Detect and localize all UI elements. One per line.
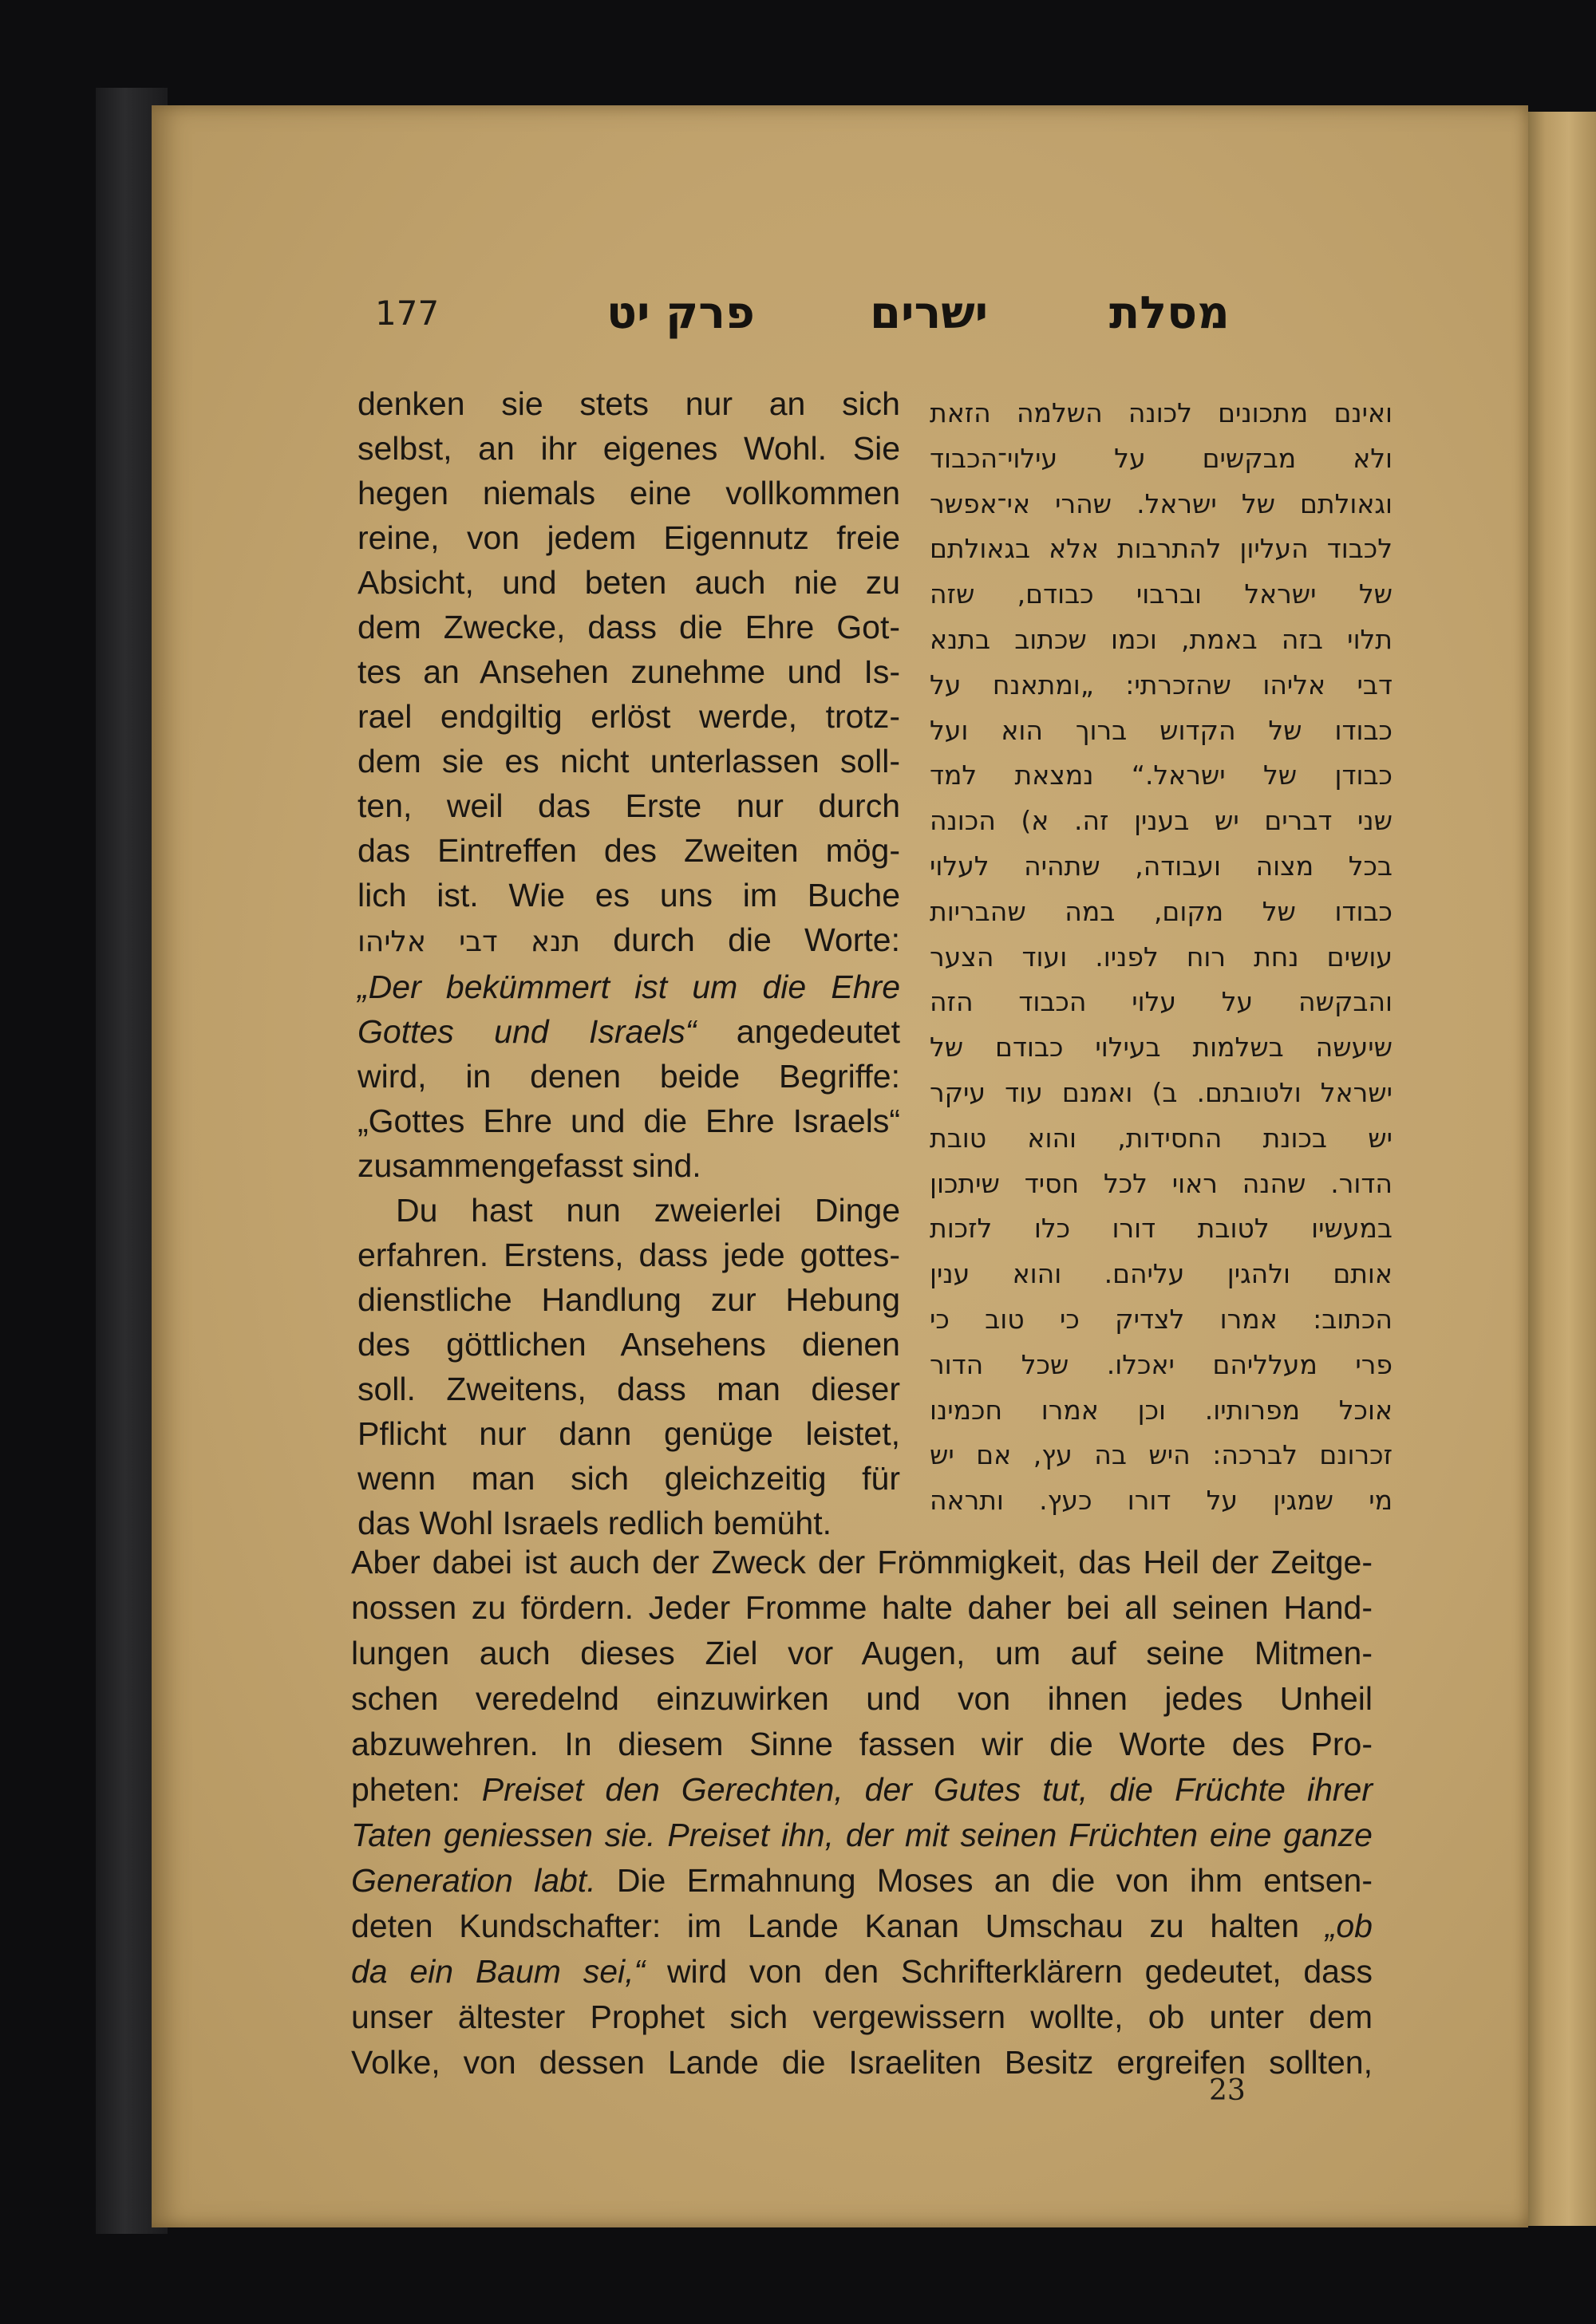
german-line: denken sie stets nur an sich: [358, 385, 900, 422]
full-text: deten Kundschafter: im Lande Kanan Umschau zu halten: [351, 1908, 1300, 1944]
german-line: dem sie es nicht unterlassen soll-: [358, 743, 900, 779]
next-page-edge: [1528, 112, 1596, 2226]
german-line: ten, weil das Erste nur durch: [358, 787, 900, 824]
hebrew-line: והבקשה על עלוי הכבוד הזה: [930, 986, 1393, 1018]
hebrew-line: הדור. שהנה ראוי לכל חסיד שיתכון: [930, 1167, 1393, 1199]
german-line: erfahren. Erstens, dass jede gottes-: [358, 1237, 900, 1273]
german-paragraph-start: Du hast nun zweierlei Dinge: [396, 1192, 900, 1229]
hebrew-line: פרי מעלליהם יאכלו. שכל הדור: [930, 1348, 1393, 1380]
hebrew-line: כבודו של מקום, במה שהבריות: [930, 895, 1393, 927]
hebrew-line: יש בכונת החסידות, והוא טובת: [930, 1122, 1393, 1154]
german-line-with-hebrew-source: [358, 917, 900, 965]
prophet-quote: Preiset den Gerechten, der Gutes tut, die Früchte ihrer: [481, 1771, 1373, 1808]
german-quote-italic: Gottes und Israels“: [358, 1013, 697, 1050]
german-text: durch die Worte:: [613, 921, 900, 958]
full-line: schen veredelnd einzuwirken und von ihnen jedes Unheil: [351, 1680, 1373, 1717]
german-line: lich ist. Wie es uns im Buche: [358, 877, 900, 913]
hebrew-line: דבי אליהו שהזכרתי: „ומתאנח על: [930, 669, 1393, 700]
page-header: [351, 287, 1293, 351]
hebrew-line: שני דברים יש בענין זה. א) הכונה: [930, 805, 1393, 837]
hebrew-line: ישראל ולטובתם. ב) ואמנם עוד עיקר: [930, 1076, 1393, 1108]
page-number: 177: [375, 294, 440, 333]
hebrew-line: כבודו של הקדוש ברוך הוא ועל: [930, 714, 1393, 746]
header-title-word-1: מסלת: [1109, 287, 1230, 339]
hebrew-line: תלוי בזה באמת, וכמו שכתוב בתנא: [930, 623, 1393, 655]
german-text: angedeutet: [736, 1013, 900, 1050]
full-text: wird von den Schrifterklärern gedeutet, dass: [666, 1953, 1373, 1990]
signature-mark: 23: [1209, 2074, 1246, 2107]
moses-quote-start: „ob: [1325, 1908, 1373, 1944]
full-width-paragraph: [351, 1540, 1373, 2085]
hebrew-line: שיעשה בשלמות בעילוי כבודם של: [930, 1032, 1393, 1063]
german-line: dem Zwecke, dass die Ehre Got-: [358, 609, 900, 645]
hebrew-line: מי שמגין על דורו כעץ. ותראה: [930, 1485, 1393, 1517]
moses-quote-end: da ein Baum sei,“: [351, 1953, 646, 1990]
german-line: reine, von jedem Eigennutz freie: [358, 519, 900, 556]
hebrew-line: אותם ולהגין עליהם. והוא ענין: [930, 1258, 1393, 1290]
hebrew-line: אוכל מפרותיו. וכן אמרו חכמינו: [930, 1394, 1393, 1426]
german-line: zusammengefasst sind.: [358, 1147, 701, 1184]
german-quote-line: „Der bekümmert ist um die Ehre: [358, 969, 900, 1005]
german-line: wird, in denen beide Begriffe:: [358, 1058, 900, 1095]
full-line: Volke, von dessen Lande die Israeliten Besitz ergreifen sollten,: [351, 2044, 1373, 2081]
hebrew-line: זכרונם לברכה: היש בה עץ, אם יש: [930, 1439, 1393, 1471]
hebrew-line: וגאולתם של ישראל. שהרי אי־אפשר: [930, 487, 1393, 519]
german-line: dienstliche Handlung zur Hebung: [358, 1281, 900, 1318]
header-title-word-2: ישרים: [870, 287, 989, 339]
header-chapter: פרק יט: [606, 287, 755, 339]
full-line: lungen auch dieses Ziel vor Augen, um auf seine Mitmen-: [351, 1635, 1373, 1671]
full-line: abzuwehren. In diesem Sinne fassen wir die Worte des Pro-: [351, 1726, 1373, 1762]
full-line: nossen zu fördern. Jeder Fromme halte daher bei all seinen Hand-: [351, 1589, 1373, 1626]
german-line: „Gottes Ehre und die Ehre Israels“: [358, 1103, 900, 1139]
german-line: selbst, an ihr eigenes Wohl. Sie: [358, 430, 900, 467]
german-line: wenn man sich gleichzeitig für: [358, 1460, 900, 1497]
german-line: rael endgiltig erlöst werde, trotz-: [358, 698, 900, 735]
full-text: pheten:: [351, 1771, 460, 1808]
hebrew-line: במעשיו לטובת דורו כלו לזכות: [930, 1213, 1393, 1245]
german-line: tes an Ansehen zunehme und Is-: [358, 653, 900, 690]
hebrew-line: עושים נחת רוח לפניו. ועוד הצער: [930, 941, 1393, 973]
full-text: Die Ermahnung Moses an die von ihm entsen-: [616, 1862, 1373, 1899]
german-quote-line-2: [358, 1009, 900, 1054]
hebrew-line: של ישראל וברבוי כבודם, שזה: [930, 578, 1393, 610]
hebrew-line: כבודן של ישראל.“ נמצאת למד: [930, 760, 1393, 791]
full-line: unser ältester Prophet sich vergewissern wollte, ob unter dem: [351, 1998, 1373, 2035]
hebrew-line: הכתוב: אמרו לצדיק כי טוב כי: [930, 1303, 1393, 1335]
german-line: Absicht, und beten auch nie zu: [358, 564, 900, 601]
hebrew-column: [930, 391, 1393, 1524]
german-line: das Wohl Israels redlich bemüht.: [358, 1505, 832, 1541]
german-line: hegen niemals eine vollkommen: [358, 475, 900, 511]
german-line: das Eintreffen des Zweiten mög-: [358, 832, 900, 869]
german-line: Pflicht nur dann genüge leistet,: [358, 1415, 900, 1452]
prophet-quote-end: Generation labt.: [351, 1862, 596, 1899]
prophet-quote-line: Taten geniessen sie. Preiset ihn, der mit seinen Früchten eine ganze: [351, 1817, 1373, 1853]
german-line: des göttlichen Ansehens dienen: [358, 1326, 900, 1363]
full-line-quote-start: [351, 1767, 1373, 1813]
hebrew-line: בכל מצוה ועבודה, שתהיה לעלוי: [930, 850, 1393, 882]
full-line-quote2-end: [351, 1949, 1373, 1995]
hebrew-line: לכבוד העליון להתרבות אלא בגאולתם: [930, 533, 1393, 565]
hebrew-line: ולא מבקשים על עילוי־הכבוד: [930, 442, 1393, 474]
hebrew-line: ואינם מתכונים לכונה השלמה הזאת: [930, 397, 1393, 428]
german-column: [358, 381, 900, 1545]
full-line: Aber dabei ist auch der Zweck der Frömmigkeit, das Heil der Zeitge-: [351, 1544, 1373, 1580]
full-line-quote-end: [351, 1858, 1373, 1904]
full-line-quote2-start: [351, 1904, 1373, 1949]
hebrew-source-title: תנא דבי אליהו: [358, 925, 581, 958]
german-line: soll. Zweitens, dass man dieser: [358, 1371, 900, 1407]
